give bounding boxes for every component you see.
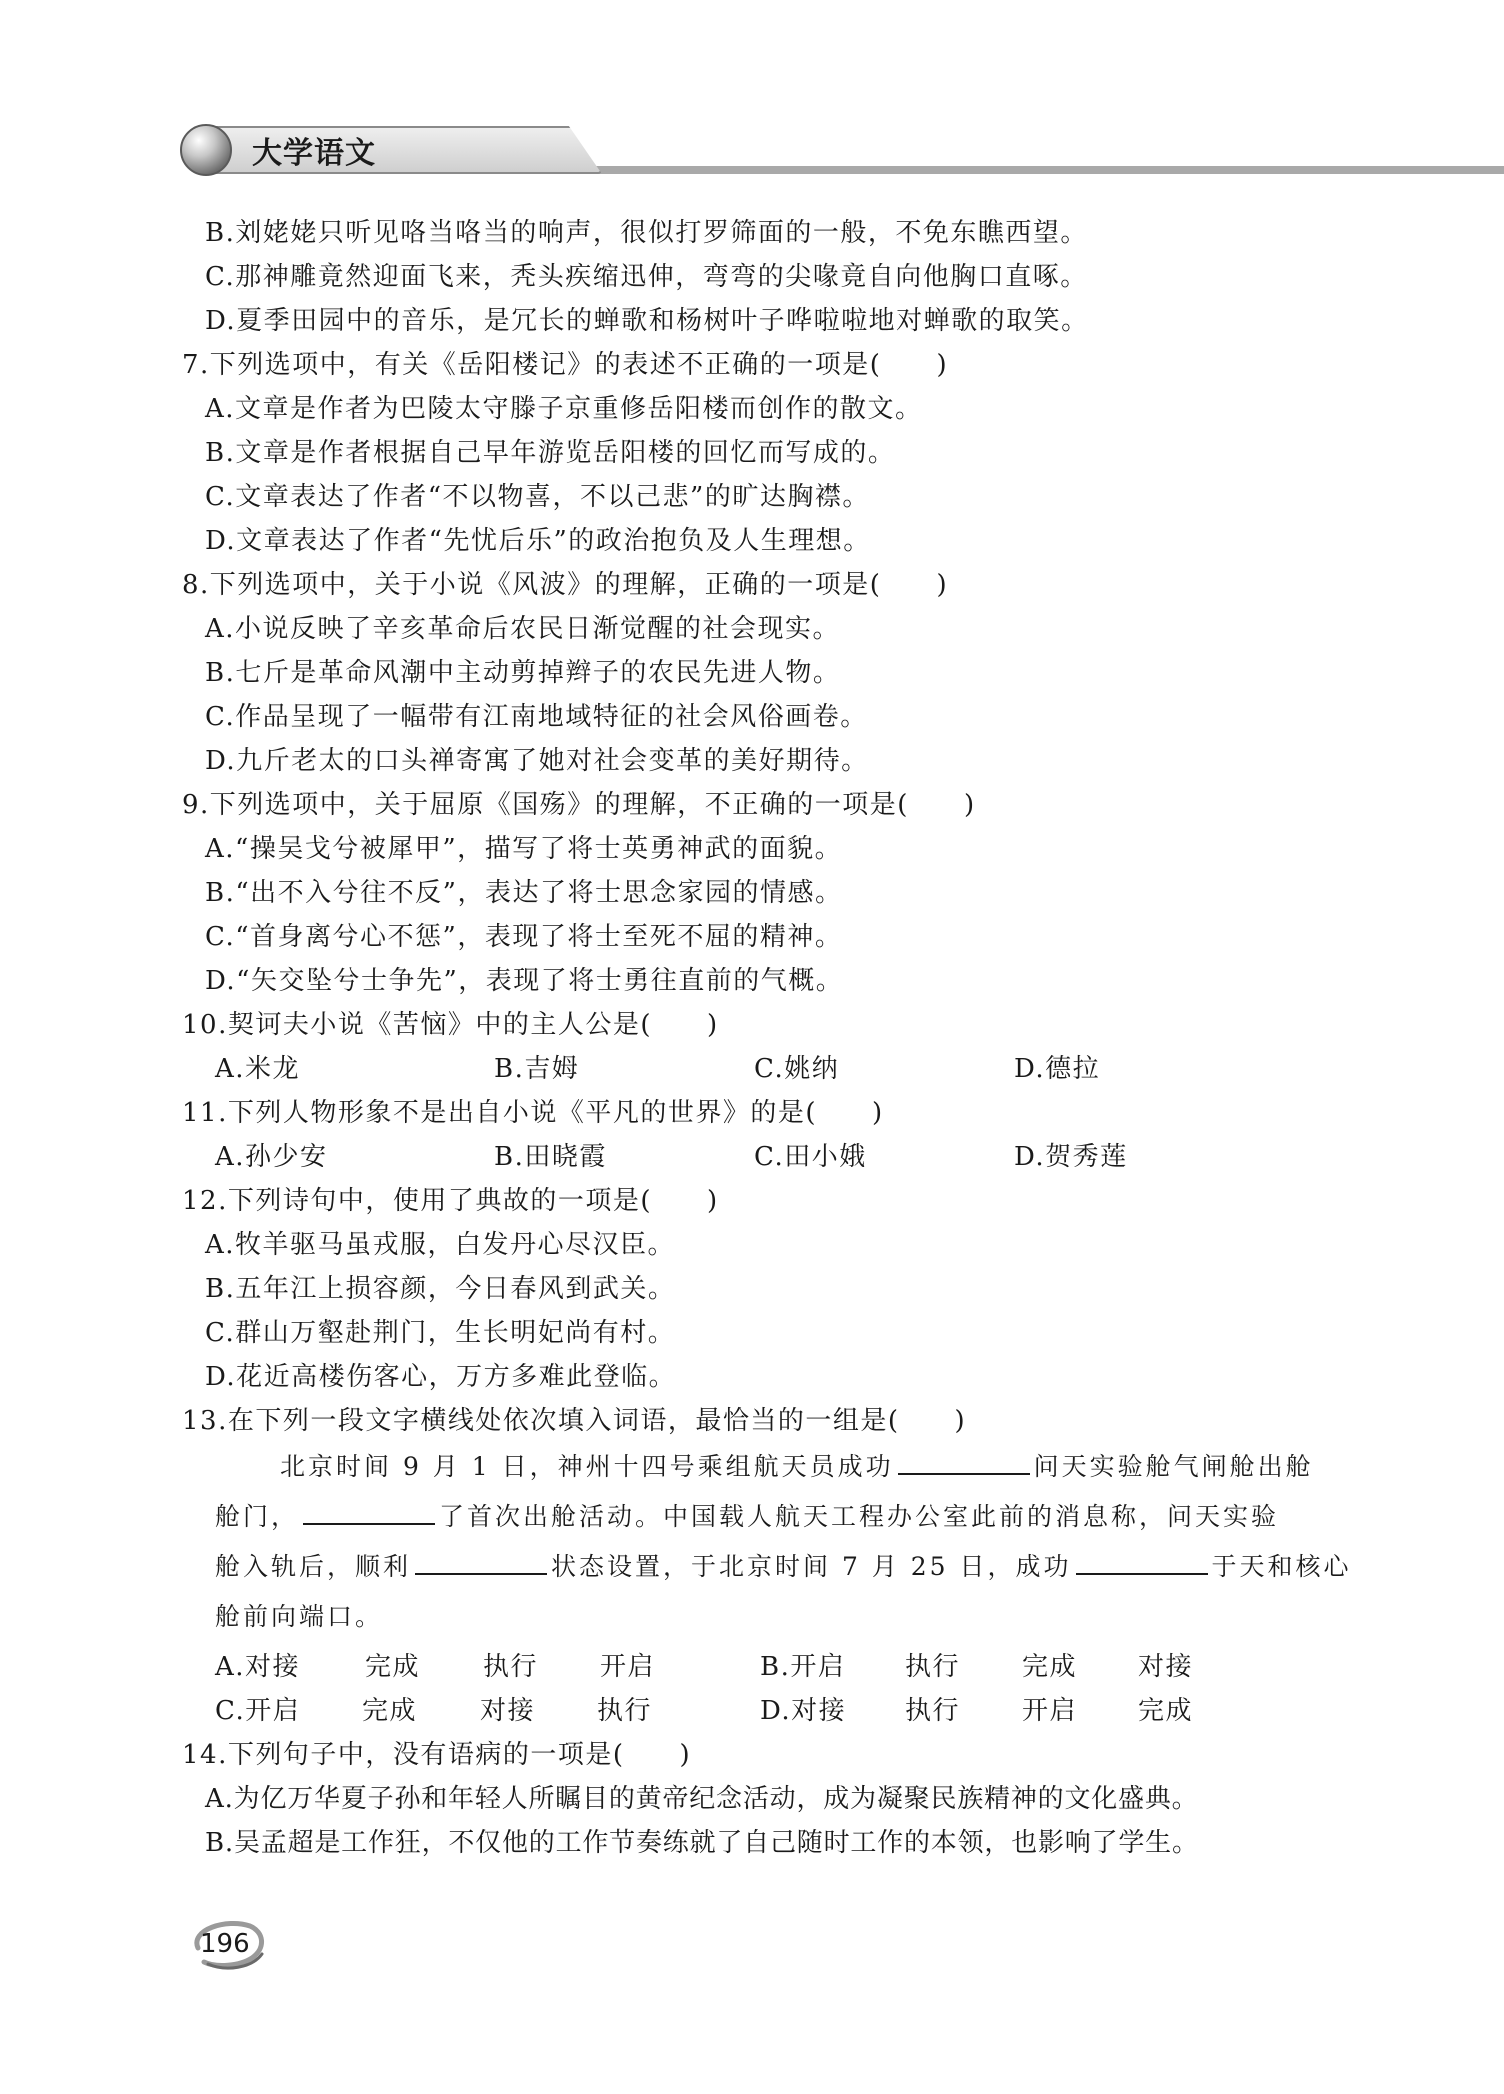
option-line: C.“首身离兮心不惩”，表现了将士至死不屈的精神。 xyxy=(205,922,843,952)
option-word: 开启 xyxy=(600,1652,656,1682)
option-word: 完成 xyxy=(1138,1696,1194,1726)
question-9: 9.下列选项中，关于屈原《国殇》的理解，不正确的一项是( ) xyxy=(182,790,976,820)
option-word: 完成 xyxy=(362,1696,418,1726)
option-line: C.文章表达了作者“不以物喜，不以己悲”的旷达胸襟。 xyxy=(205,482,870,512)
option-word: 对接 xyxy=(480,1696,536,1726)
passage-text: 舱入轨后，顺利 xyxy=(215,1552,412,1581)
fill-blank xyxy=(303,1501,435,1525)
passage-line xyxy=(280,1450,1314,1484)
option-line: A.文章是作者为巴陵太守滕子京重修岳阳楼而创作的散文。 xyxy=(205,394,923,424)
option-d: D.贺秀莲 xyxy=(1014,1142,1128,1172)
passage-text: 北京时间 9 月 1 日，神州十四号乘组航天员成功 xyxy=(280,1452,894,1481)
option-word: 执行 xyxy=(483,1652,539,1682)
passage-line: 舱前向端口。 xyxy=(215,1602,384,1631)
book-title: 大学语文 xyxy=(252,136,376,171)
fill-blank xyxy=(898,1451,1030,1475)
option-line: A.牧羊驱马虽戎服，白发丹心尽汉臣。 xyxy=(205,1230,676,1260)
option-b: B.吉姆 xyxy=(494,1054,580,1084)
option-d: D.对接 xyxy=(760,1696,847,1726)
question-10: 10.契诃夫小说《苦恼》中的主人公是( ) xyxy=(182,1010,719,1040)
option-line: C.作品呈现了一幅带有江南地域特征的社会风俗画卷。 xyxy=(205,702,868,732)
option-line: C.那神雕竟然迎面飞来，秃头疾缩迅伸，弯弯的尖喙竟自向他胸口直啄。 xyxy=(205,262,1088,292)
option-line: C.群山万壑赴荆门，生长明妃尚有村。 xyxy=(205,1318,676,1348)
option-c: C.田小娥 xyxy=(754,1142,867,1172)
option-word: 对接 xyxy=(1138,1652,1194,1682)
option-word: 执行 xyxy=(905,1652,961,1682)
option-a: A.孙少安 xyxy=(215,1142,328,1172)
option-line: D.花近高楼伤客心，万方多难此登临。 xyxy=(205,1362,677,1392)
option-word: 开启 xyxy=(1022,1696,1078,1726)
question-7: 7.下列选项中，有关《岳阳楼记》的表述不正确的一项是( ) xyxy=(182,350,949,380)
passage-text: 了首次出舱活动。中国载人航天工程办公室此前的消息称，问天实验 xyxy=(439,1502,1280,1531)
option-word: 执行 xyxy=(597,1696,653,1726)
option-a: A.米龙 xyxy=(215,1054,301,1084)
option-word: 执行 xyxy=(905,1696,961,1726)
question-11: 11.下列人物形象不是出自小说《平凡的世界》的是( ) xyxy=(182,1098,884,1128)
option-d: D.德拉 xyxy=(1014,1054,1101,1084)
option-c: C.姚纳 xyxy=(754,1054,840,1084)
option-line: B.刘姥姥只听见咯当咯当的响声，很似打罗筛面的一般，不免东瞧西望。 xyxy=(205,218,1088,248)
option-line: D.夏季田园中的音乐，是冗长的蝉歌和杨树叶子哗啦啦地对蝉歌的取笑。 xyxy=(205,306,1089,336)
page-number: 196 xyxy=(200,1929,250,1959)
option-line: B.“出不入兮往不反”，表达了将士思念家园的情感。 xyxy=(205,878,843,908)
option-line: A.为亿万华夏子孙和年轻人所瞩目的黄帝纪念活动，成为凝聚民族精神的文化盛典。 xyxy=(205,1784,1199,1814)
option-line: A.“操吴戈兮被犀甲”，描写了将士英勇神武的面貌。 xyxy=(205,834,843,864)
option-line: D.文章表达了作者“先忧后乐”的政治抱负及人生理想。 xyxy=(205,526,871,556)
question-13: 13.在下列一段文字横线处依次填入词语，最恰当的一组是( ) xyxy=(182,1406,967,1436)
option-b: B.田晓霞 xyxy=(494,1142,607,1172)
option-line: B.吴孟超是工作狂，不仅他的工作节奏练就了自己随时工作的本领，也影响了学生。 xyxy=(205,1828,1199,1858)
passage-text: 于天和核心 xyxy=(1211,1552,1352,1581)
passage-line xyxy=(215,1500,1279,1534)
passage-text: 问天实验舱气闸舱出舱 xyxy=(1033,1452,1314,1481)
option-b: B.开启 xyxy=(760,1652,846,1682)
option-word: 完成 xyxy=(1022,1652,1078,1682)
option-line: B.五年江上损容颜，今日春风到武关。 xyxy=(205,1274,676,1304)
option-line: D.九斤老太的口头禅寄寓了她对社会变革的美好期待。 xyxy=(205,746,869,776)
option-line: D.“矢交坠兮士争先”，表现了将士勇往直前的气概。 xyxy=(205,966,844,996)
option-c: C.开启 xyxy=(215,1696,301,1726)
fill-blank xyxy=(1076,1551,1208,1575)
passage-text: 舱门， xyxy=(215,1502,300,1531)
fill-blank xyxy=(415,1551,547,1575)
question-14: 14.下列句子中，没有语病的一项是( ) xyxy=(182,1740,692,1770)
passage-text: 状态设置，于北京时间 7 月 25 日，成功 xyxy=(551,1552,1072,1581)
option-a: A.对接 xyxy=(215,1652,301,1682)
option-line: B.文章是作者根据自己早年游览岳阳楼的回忆而写成的。 xyxy=(205,438,896,468)
question-12: 12.下列诗句中，使用了典故的一项是( ) xyxy=(182,1186,719,1216)
option-word: 完成 xyxy=(365,1652,421,1682)
option-line: B.七斤是革命风潮中主动剪掉辫子的农民先进人物。 xyxy=(205,658,841,688)
option-line: A.小说反映了辛亥革命后农民日渐觉醒的社会现实。 xyxy=(205,614,841,644)
passage-line xyxy=(215,1550,1352,1584)
page-number-badge xyxy=(186,1918,268,1972)
question-8: 8.下列选项中，关于小说《风波》的理解，正确的一项是( ) xyxy=(182,570,949,600)
